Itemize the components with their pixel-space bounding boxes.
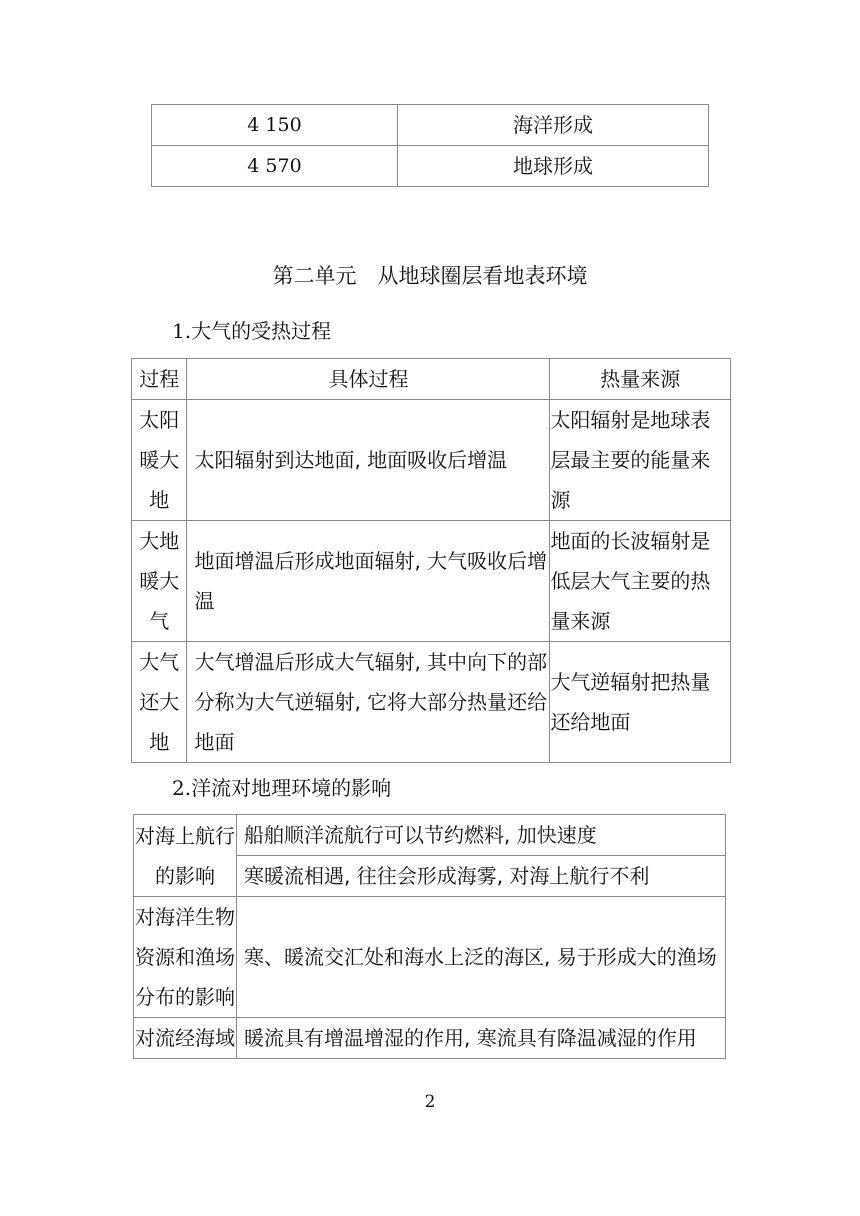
table-cell: 地面增温后形成地面辐射, 大气吸收后增温 (187, 521, 550, 642)
table-cell: 地球形成 (398, 146, 709, 187)
table-row (152, 146, 709, 187)
section-title: 洋流对地理环境的影响 (191, 776, 392, 800)
table-cell: 海洋形成 (398, 105, 709, 146)
table-row (152, 105, 709, 146)
table-row (134, 1018, 726, 1059)
column-header: 过程 (132, 359, 187, 400)
table-cell: 大地暖大气 (132, 521, 187, 642)
section-heading (172, 773, 391, 803)
top-table (151, 104, 709, 187)
table-cell: 寒、暖流交汇处和海水上泛的海区, 易于形成大的渔场 (237, 897, 726, 1018)
table-cell: 大气逆辐射把热量还给地面 (550, 642, 731, 763)
table-cell: 对海上航行的影响 (134, 815, 237, 897)
table-cell: 大气还大地 (132, 642, 187, 763)
table-cell: 对海洋生物资源和渔场分布的影响 (134, 897, 237, 1018)
table-cell: 船舶顺洋流航行可以节约燃料, 加快速度 (237, 815, 726, 856)
section-heading (172, 316, 331, 346)
table-cell: 寒暖流相遇, 往往会形成海雾, 对海上航行不利 (237, 856, 726, 897)
table-cell: 暖流具有增温增湿的作用, 寒流具有降温减湿的作用 (237, 1018, 726, 1059)
table-cell: 太阳辐射是地球表层最主要的能量来源 (550, 400, 731, 521)
page-number: 2 (424, 1092, 436, 1112)
table-cell: 对流经海域 (134, 1018, 237, 1059)
table-row (134, 897, 726, 1018)
table-cell: 地面的长波辐射是低层大气主要的热量来源 (550, 521, 731, 642)
heating-process-table (131, 358, 731, 763)
section-title: 大气的受热过程 (191, 319, 332, 343)
column-header: 热量来源 (550, 359, 731, 400)
table-row (132, 642, 731, 763)
table-row (132, 521, 731, 642)
ocean-current-table (133, 814, 726, 1059)
table-cell: 太阳暖大地 (132, 400, 187, 521)
table-header-row (132, 359, 731, 400)
table-row (132, 400, 731, 521)
table-cell: 4 570 (152, 146, 398, 187)
table-cell: 大气增温后形成大气辐射, 其中向下的部分称为大气逆辐射, 它将大部分热量还给地面 (187, 642, 550, 763)
section-number: 2. (172, 776, 192, 800)
table-cell: 4 150 (152, 105, 398, 146)
column-header: 具体过程 (187, 359, 550, 400)
table-cell: 太阳辐射到达地面, 地面吸收后增温 (187, 400, 550, 521)
table-row (134, 815, 726, 856)
unit-title: 第二单元 从地球圈层看地表环境 (272, 264, 588, 288)
section-number: 1. (172, 319, 192, 343)
